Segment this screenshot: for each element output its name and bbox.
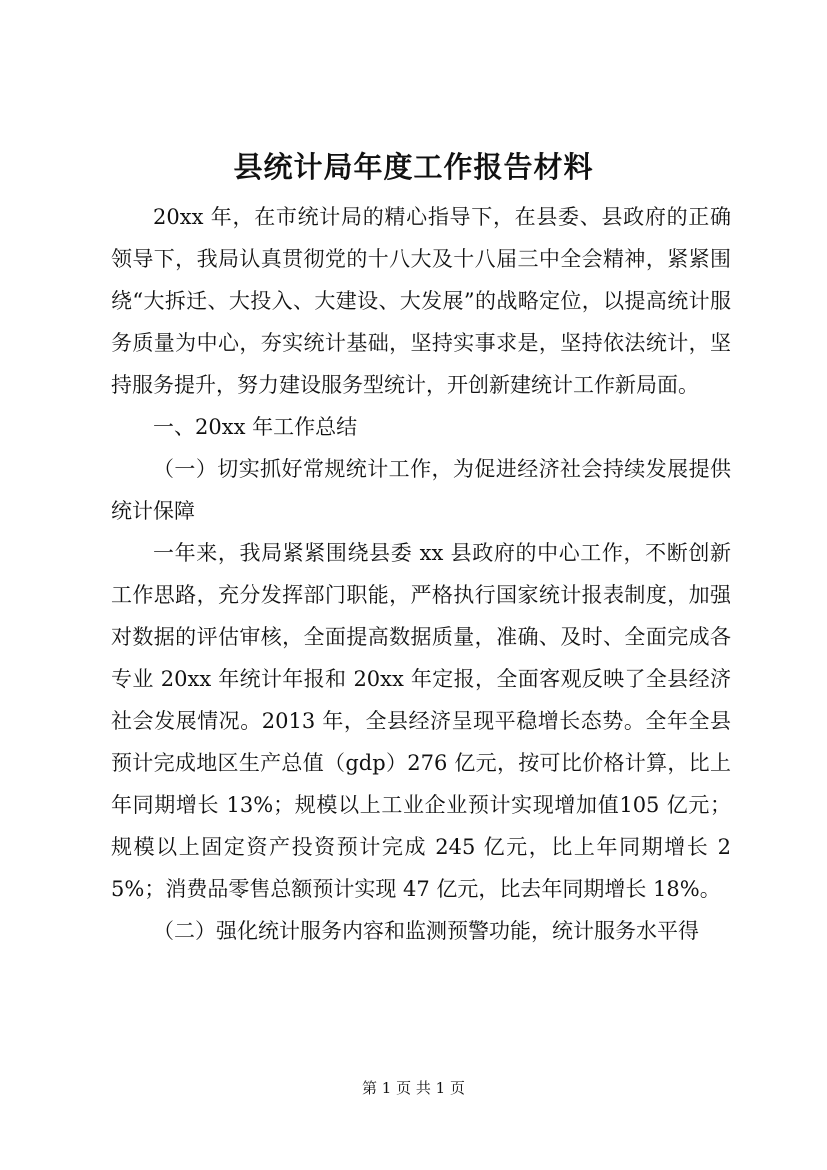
document-title: 县统计局年度工作报告材料: [233, 150, 594, 184]
section-heading-1: 一、20xx 年工作总结: [153, 415, 358, 439]
subsection-heading-1: （一）切实抓好常规统计工作，为促进经济社会持续发展提供统计保障: [111, 457, 731, 523]
subsection-heading-2: （二）强化统计服务内容和监测预警功能，统计服务水平得: [153, 919, 699, 943]
page-footer: 第 1 页 共 1 页: [362, 1079, 465, 1097]
document-body: [111, 196, 731, 952]
paragraph-intro: 20xx 年，在市统计局的精心指导下，在县委、县政府的正确领导下，我局认真贯彻党的十八大及十八届三中全会精神，紧紧围绕“大拆迁、大投入、大建设、大发展”的战略定位，以提高统计服务质量为中心，夯实统计基础，坚持实事求是，坚持依法统计，坚持服务提升，努力建设服务型统计，开创新建统计工作新局面。: [111, 205, 731, 397]
paragraph-summary: 一年来，我局紧紧围绕县委 xx 县政府的中心工作，不断创新工作思路，充分发挥部门职能，严格执行国家统计报表制度，加强对数据的评估审核，全面提高数据质量，准确、及时、全面完成各专业 20xx 年统计年报和 20xx 年定报，全面客观反映了全县经济社会发展情况。2013 年，全县经济呈现平稳增长态势。全年全县预计完成地区生产总值（gdp）276 亿元，按可比价格计算，比上年同期增长 13%；规模以上工业企业预计实现增加值105 亿元；规模以上固定资产投资预计完成 245 亿元，比上年同期增长 25%；消费品零售总额预计实现 47 亿元，比去年同期增长 18%。: [111, 541, 731, 901]
